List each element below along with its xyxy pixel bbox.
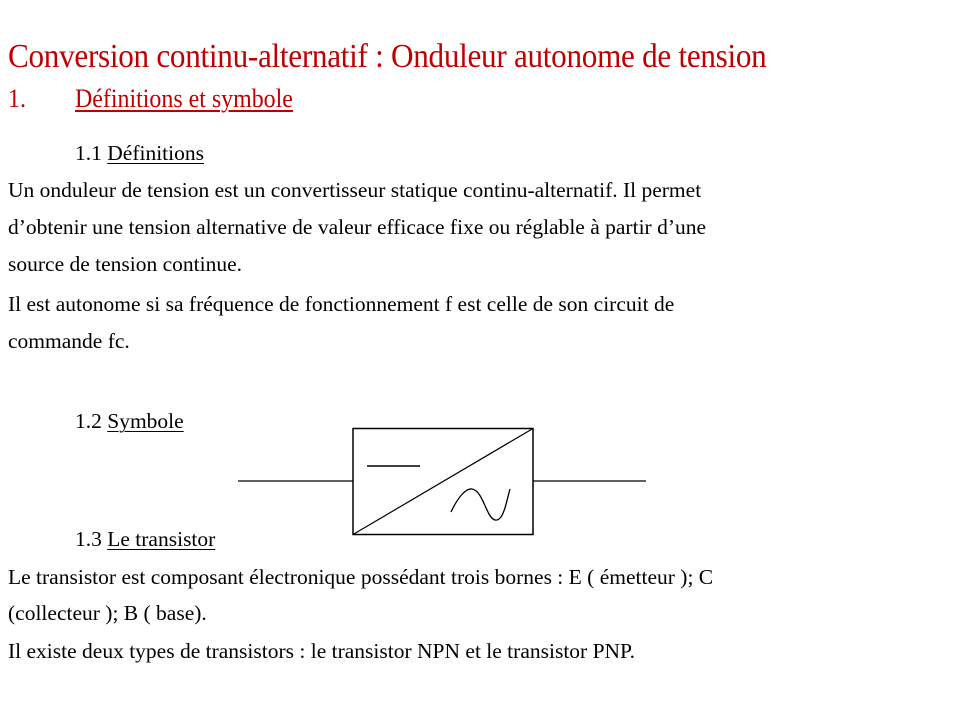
definitions-line-5: commande fc.	[8, 329, 130, 353]
subsection-number: 1.2	[75, 409, 108, 433]
subsection-number: 1.3	[75, 527, 108, 551]
definitions-line-3: source de tension continue.	[8, 252, 243, 276]
subsection-transistor-heading	[75, 527, 215, 552]
transistor-line-3: Il existe deux types de transistors : le transistor NPN et le transistor PNP.	[8, 639, 636, 663]
page-title: Conversion continu-alternatif : Onduleur autonome de tension	[8, 38, 767, 75]
transistor-line-1: Le transistor est composant électronique possédant trois bornes : E ( émetteur ); C	[8, 565, 714, 589]
subsection-title: Définitions	[107, 141, 204, 165]
definitions-line-4: Il est autonome si sa fréquence de fonctionnement f est celle de son circuit de	[8, 292, 675, 316]
transistor-line-2: (collecteur ); B ( base).	[8, 601, 207, 625]
subsection-title: Le transistor	[107, 527, 216, 551]
definitions-line-1: Un onduleur de tension est un convertisseur statique continu-alternatif. Il permet	[8, 178, 702, 202]
ac-sine-icon	[451, 489, 510, 520]
definitions-line-2: d’obtenir une tension alternative de valeur efficace fixe ou réglable à partir d’une	[8, 215, 707, 239]
diagonal-separator	[353, 429, 533, 535]
section-title: Définitions et symbole	[75, 84, 293, 113]
section-number: 1.	[8, 84, 26, 113]
subsection-number: 1.1	[75, 141, 108, 165]
subsection-title: Symbole	[107, 409, 184, 433]
